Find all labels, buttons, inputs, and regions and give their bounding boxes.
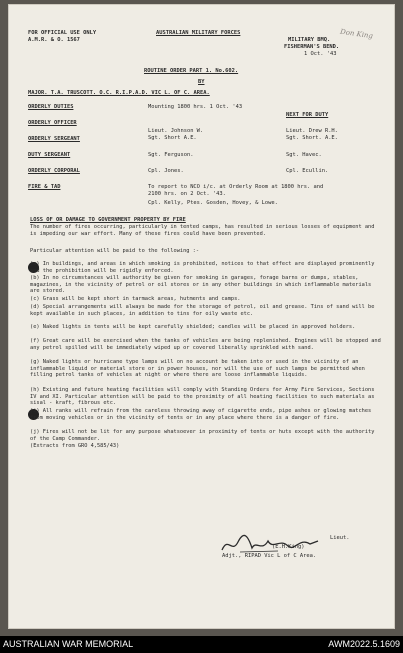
list-item: (a) In buildings, and areas in which smoking is prohibited, notices to that effect are displayed prominently and the prohibition will be rigidly enforced. (30, 261, 375, 274)
duty-label: FIRE & TAD (28, 184, 61, 190)
duty-value: Sgt. Short A.E. (148, 135, 197, 141)
order-date: 1 Oct. '43 (304, 51, 337, 57)
signatory-appointment: Adjt., RIPAD Vic L of C Area. (222, 553, 317, 559)
headquarters: MILITARY BMQ. (288, 37, 331, 43)
next-for-duty-heading: NEXT FOR DUTY (286, 112, 329, 118)
list-item: (f) Great care will be exercised when the tanks of vehicles are being replenished. Engines will be stopped and any petrol spilled will be immediately wiped up or covered liberally sprinkled with sand. (30, 338, 381, 351)
next-duty-value: Sgt. Havec. (286, 152, 322, 158)
order-title: ROUTINE ORDER PART 1. No.602. (144, 68, 239, 74)
duty-label: ORDERLY DUTIES (28, 104, 74, 110)
archive-footer (0, 636, 403, 653)
duty-label: DUTY SERGEANT (28, 152, 71, 158)
headquarters-location: FISHERMAN'S BEND. (284, 44, 340, 50)
list-item: (j) Fires will not be lit for any purpose whatsoever in proximity of tents or huts except with the authority of the Camp Commander. (30, 429, 375, 442)
classification: FOR OFFICIAL USE ONLY (28, 30, 97, 36)
section-heading: LOSS OF OR DAMAGE TO GOVERNMENT PROPERTY BY FIRE (30, 217, 186, 223)
archive-name: AUSTRALIAN WAR MEMORIAL (3, 639, 134, 649)
duty-label: ORDERLY CORPORAL (28, 168, 80, 174)
archive-reference: AWM2022.5.1609 (328, 639, 400, 649)
list-item: (d) Special arrangements will always be made for the storage of petrol, oil and grease. Tins of sand will be kept available in such places, in addition to tins for oily waste etc. (30, 304, 375, 317)
next-duty-value: Cpl. Ecullin. (286, 168, 329, 174)
commander: MAJOR. T.A. TRUSCOTT. O.C. R.I.P.A.D. VIC L. OF C. AREA. (28, 90, 210, 96)
document-page (8, 4, 395, 629)
order-by: BY (198, 79, 205, 85)
duty-label: ORDERLY SERGEANT (28, 136, 80, 142)
duty-value: Sgt. Ferguson. (148, 152, 194, 158)
list-item: (h) Existing and future heating facilities will comply with Standing Orders for Army Fire Services, Sections IV and XI. Particular attention will be paid to the proximity of all heating facilities to such materials as sisal - kraft, fibrous etc. (30, 387, 375, 407)
list-item: (i) All ranks will refrain from the careless throwing away of cigarette ends, pipe ashes or glowing matches from moving vehicles or in the vicinity of tents or in any place where there is a danger of fire. (30, 408, 372, 421)
list-item: (b) In no circumstances will authority be given for smoking in garages, forage barns or dumps, stables, magazines, in the vicinity of petrol or oil stores or in any other buildings in which inflammable materials are stored. (30, 275, 372, 295)
organisation-name: AUSTRALIAN MILITARY FORCES (156, 30, 241, 36)
duty-value: To report to NCO i/c. at Orderly Room at 1800 hrs. and (148, 184, 324, 190)
next-duty-value: Lieut. Drew R.H. (286, 128, 338, 134)
list-item: (Extracts from GRO 4,585/43) (30, 443, 120, 449)
intro-paragraph: The number of fires occurring, particularly in tented camps, has resulted in serious losses of equipment and is impeding our war effort. Many of these fires could have been prevented. (30, 224, 375, 237)
next-duty-value: Sgt. Short. A.E. (286, 135, 338, 141)
signatory-rank: Lieut. (330, 535, 350, 541)
list-item: (g) Naked lights or hurricane type lamps will on no account be taken into or used in the vicinity of an inflammable liquid or material store or in power houses, nor will the use of such lamps be permitted when filling petrol tanks of vehicles at night or where there are loose inflammable liquids. (30, 359, 365, 379)
attention-line: Particular attention will be paid to the following :- (30, 248, 200, 254)
duty-value: 2100 hrs. on 2 Oct. '43. (148, 191, 226, 197)
list-item: (c) Grass will be kept short in tarmack areas, hutments and camps. (30, 296, 241, 302)
list-item: (e) Naked lights in tents will be kept carefully shielded; candles will be placed in approved holders. (30, 324, 356, 330)
handwritten-note: Don King (339, 27, 374, 41)
signatory-name: (E.H.King) (272, 544, 305, 550)
duty-value: Cpl. Kelly, Ptes. Gosden, Hovey, & Lowe. (148, 200, 278, 206)
duty-value: Mounting 1800 hrs. 1 Oct. '43 (148, 104, 243, 110)
form-reference: A.M.R. & O. 1567 (28, 37, 80, 43)
duty-value: Cpl. Jones. (148, 168, 184, 174)
duty-label: ORDERLY OFFICER (28, 120, 77, 126)
duty-value: Lieut. Johnson W. (148, 128, 204, 134)
